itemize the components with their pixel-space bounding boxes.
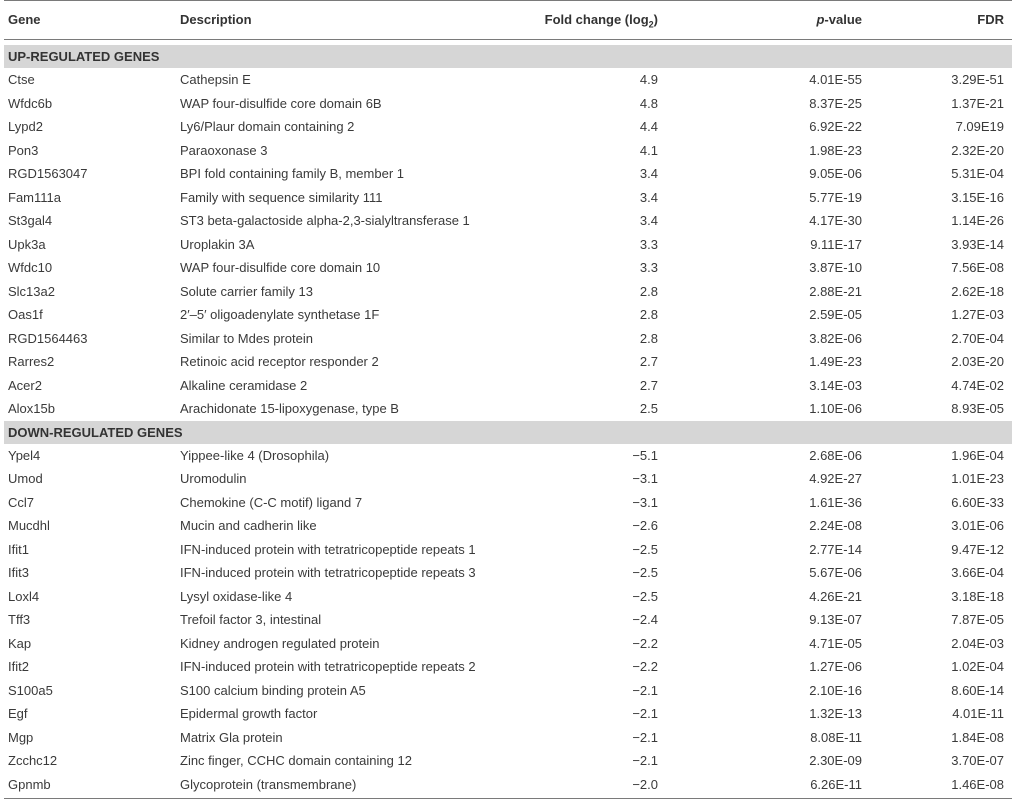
pvalue-cell: 2.77E-14 bbox=[809, 541, 862, 557]
description-cell: Kidney androgen regulated protein bbox=[180, 635, 380, 651]
gene-cell: Wfdc10 bbox=[8, 260, 53, 275]
description-cell: BPI fold containing family B, member 1 bbox=[180, 166, 404, 181]
header-description: Description bbox=[180, 12, 252, 27]
pvalue-cell: 4.17E-30 bbox=[809, 213, 862, 228]
fdr-cell: 2.62E-18 bbox=[951, 283, 1004, 299]
fdr-cell: 2.04E-03 bbox=[951, 635, 1004, 651]
table-row bbox=[0, 280, 1016, 304]
pvalue-cell: 1.10E-06 bbox=[809, 401, 862, 416]
pvalue-cell: 1.32E-13 bbox=[809, 706, 862, 721]
description-cell: IFN-induced protein with tetratricopeptide repeats 1 bbox=[180, 541, 476, 557]
table-row bbox=[0, 233, 1016, 257]
description-cell: Matrix Gla protein bbox=[180, 729, 283, 745]
description-cell: Chemokine (C-C motif) ligand 7 bbox=[180, 494, 363, 510]
fold-change-cell: −3.1 bbox=[632, 494, 658, 510]
pvalue-cell: 9.11E-17 bbox=[810, 236, 862, 252]
section-header: DOWN-REGULATED GENES bbox=[4, 421, 1012, 444]
header-fold-change bbox=[545, 1, 658, 39]
description-cell: ST3 beta-galactoside alpha-2,3-sialyltransferase 1 bbox=[180, 213, 470, 228]
fdr-cell: 3.29E-51 bbox=[951, 72, 1004, 87]
header-fold-change-sub: 2 bbox=[648, 19, 654, 30]
table-row bbox=[0, 702, 1016, 726]
table-row bbox=[0, 632, 1016, 656]
fold-change-cell: 4.4 bbox=[639, 119, 658, 134]
description-cell: Solute carrier family 13 bbox=[180, 283, 313, 299]
fdr-cell: 5.31E-04 bbox=[951, 166, 1004, 181]
fold-change-cell: −2.4 bbox=[632, 612, 658, 627]
table-row bbox=[0, 256, 1016, 280]
gene-cell: Ctse bbox=[8, 72, 35, 87]
description-cell: IFN-induced protein with tetratricopeptide repeats 3 bbox=[180, 565, 476, 580]
gene-cell: Rarres2 bbox=[8, 354, 55, 369]
description-cell: Paraoxonase 3 bbox=[180, 142, 268, 158]
fdr-cell: 3.70E-07 bbox=[951, 753, 1004, 768]
pvalue-cell: 3.14E-03 bbox=[809, 377, 862, 393]
fold-change-cell: 4.8 bbox=[639, 95, 658, 111]
gene-cell: Fam111a bbox=[8, 189, 61, 205]
description-cell: Family with sequence similarity 111 bbox=[180, 189, 383, 205]
pvalue-cell: 4.26E-21 bbox=[809, 588, 862, 604]
fold-change-cell: −2.1 bbox=[632, 706, 658, 721]
header-pvalue-rest: -value bbox=[824, 12, 862, 27]
gene-cell: RGD1563047 bbox=[8, 166, 88, 181]
gene-cell: S100a5 bbox=[8, 682, 53, 698]
pvalue-cell: 2.24E-08 bbox=[809, 518, 862, 533]
fdr-cell: 9.47E-12 bbox=[951, 541, 1004, 557]
description-cell: Arachidonate 15-lipoxygenase, type B bbox=[180, 401, 399, 416]
table-row bbox=[0, 209, 1016, 233]
gene-cell: Zcchc12 bbox=[8, 753, 58, 768]
fold-change-cell: −2.0 bbox=[632, 776, 658, 792]
fold-change-cell: −2.5 bbox=[632, 565, 658, 580]
gene-cell: Ypel4 bbox=[8, 447, 41, 463]
fdr-cell: 3.93E-14 bbox=[951, 236, 1004, 252]
description-cell: Ly6/Plaur domain containing 2 bbox=[180, 119, 355, 134]
description-cell: Epidermal growth factor bbox=[180, 706, 318, 721]
header-fold-change-close: ) bbox=[653, 12, 658, 27]
description-cell: Uroplakin 3A bbox=[180, 236, 255, 252]
table-row bbox=[0, 585, 1016, 609]
fdr-cell: 2.32E-20 bbox=[951, 142, 1004, 158]
fdr-cell: 3.18E-18 bbox=[951, 588, 1004, 604]
fold-change-cell: −2.2 bbox=[632, 635, 658, 651]
table-row bbox=[0, 350, 1016, 374]
pvalue-cell: 3.82E-06 bbox=[809, 330, 862, 346]
description-cell: Cathepsin E bbox=[180, 72, 251, 87]
table-row bbox=[0, 726, 1016, 750]
table-row bbox=[0, 303, 1016, 327]
fdr-cell: 1.37E-21 bbox=[951, 95, 1004, 111]
fdr-cell: 1.27E-03 bbox=[951, 307, 1004, 322]
gene-cell: Acer2 bbox=[8, 377, 42, 393]
fold-change-cell: 3.4 bbox=[639, 189, 658, 205]
fold-change-cell: −2.1 bbox=[632, 753, 658, 768]
gene-cell: Ifit1 bbox=[8, 541, 29, 557]
table-row bbox=[0, 749, 1016, 773]
description-cell: Uromodulin bbox=[180, 471, 247, 486]
pvalue-cell: 8.08E-11 bbox=[810, 729, 862, 745]
table-row bbox=[0, 162, 1016, 186]
description-cell: Retinoic acid receptor responder 2 bbox=[180, 354, 379, 369]
description-cell: Similar to Mdes protein bbox=[180, 330, 313, 346]
fold-change-cell: 2.8 bbox=[639, 330, 658, 346]
fold-change-cell: 2.5 bbox=[639, 401, 658, 416]
gene-cell: Oas1f bbox=[8, 307, 43, 322]
pvalue-cell: 9.05E-06 bbox=[809, 166, 862, 181]
fold-change-cell: −2.2 bbox=[632, 659, 658, 674]
pvalue-cell: 1.98E-23 bbox=[809, 142, 862, 158]
fold-change-cell: −5.1 bbox=[632, 447, 658, 463]
description-cell: Alkaline ceramidase 2 bbox=[180, 377, 308, 393]
description-cell: Lysyl oxidase-like 4 bbox=[180, 588, 293, 604]
fold-change-cell: 2.8 bbox=[639, 307, 658, 322]
table-row bbox=[0, 327, 1016, 351]
description-cell: Mucin and cadherin like bbox=[180, 518, 317, 533]
pvalue-cell: 4.92E-27 bbox=[809, 471, 862, 486]
pvalue-cell: 2.88E-21 bbox=[809, 283, 862, 299]
gene-cell: Pon3 bbox=[8, 142, 39, 158]
pvalue-cell: 1.49E-23 bbox=[809, 354, 862, 369]
description-cell: S100 calcium binding protein A5 bbox=[180, 682, 366, 698]
pvalue-cell: 5.77E-19 bbox=[809, 189, 862, 205]
gene-cell: Gpnmb bbox=[8, 776, 51, 792]
table-row bbox=[0, 679, 1016, 703]
fold-change-cell: 2.8 bbox=[639, 283, 658, 299]
fdr-cell: 3.15E-16 bbox=[951, 189, 1004, 205]
table-row bbox=[0, 397, 1016, 421]
pvalue-cell: 6.26E-11 bbox=[810, 776, 862, 792]
fold-change-cell: 3.3 bbox=[639, 260, 658, 275]
gene-cell: Mucdhl bbox=[8, 518, 50, 533]
pvalue-cell: 1.27E-06 bbox=[809, 659, 862, 674]
fold-change-cell: 3.3 bbox=[639, 236, 658, 252]
fdr-cell: 7.09E19 bbox=[955, 119, 1004, 134]
description-cell: IFN-induced protein with tetratricopeptide repeats 2 bbox=[180, 659, 476, 674]
table-row bbox=[0, 115, 1016, 139]
description-cell: Yippee-like 4 (Drosophila) bbox=[180, 447, 330, 463]
fold-change-cell: −3.1 bbox=[632, 471, 658, 486]
gene-cell: Mgp bbox=[8, 729, 34, 745]
gene-cell: Ccl7 bbox=[8, 494, 35, 510]
gene-cell: St3gal4 bbox=[8, 213, 53, 228]
header-pvalue bbox=[816, 1, 862, 39]
gene-cell: Kap bbox=[8, 635, 32, 651]
table-row bbox=[0, 139, 1016, 163]
table-row bbox=[0, 68, 1016, 92]
gene-cell: Egf bbox=[8, 706, 28, 721]
fold-change-cell: −2.5 bbox=[632, 541, 658, 557]
description-cell: Trefoil factor 3, intestinal bbox=[180, 612, 322, 627]
table-row bbox=[0, 374, 1016, 398]
pvalue-cell: 8.37E-25 bbox=[809, 95, 862, 111]
pvalue-cell: 2.30E-09 bbox=[809, 753, 862, 768]
section-header: UP-REGULATED GENES bbox=[4, 45, 1012, 68]
gene-cell: Umod bbox=[8, 471, 43, 486]
pvalue-cell: 5.67E-06 bbox=[809, 565, 862, 580]
pvalue-cell: 4.01E-55 bbox=[809, 72, 862, 87]
pvalue-cell: 2.59E-05 bbox=[809, 307, 862, 322]
gene-cell: Slc13a2 bbox=[8, 283, 55, 299]
gene-cell: RGD1564463 bbox=[8, 330, 88, 346]
pvalue-cell: 2.10E-16 bbox=[809, 682, 862, 698]
description-cell: WAP four-disulfide core domain 10 bbox=[180, 260, 381, 275]
table-row bbox=[0, 561, 1016, 585]
header-gene: Gene bbox=[8, 12, 41, 27]
pvalue-cell: 4.71E-05 bbox=[809, 635, 862, 651]
fold-change-cell: 4.9 bbox=[639, 72, 658, 87]
header-pvalue-p: p bbox=[816, 12, 825, 27]
table-row bbox=[0, 655, 1016, 679]
fdr-cell: 6.60E-33 bbox=[951, 494, 1004, 510]
pvalue-cell: 3.87E-10 bbox=[809, 260, 862, 275]
fold-change-cell: 2.7 bbox=[639, 377, 658, 393]
fdr-cell: 3.66E-04 bbox=[951, 565, 1004, 580]
fdr-cell: 1.14E-26 bbox=[951, 213, 1004, 228]
fdr-cell: 7.56E-08 bbox=[951, 260, 1004, 275]
table-row bbox=[0, 467, 1016, 491]
description-cell: Zinc finger, CCHC domain containing 12 bbox=[180, 753, 412, 768]
table-row bbox=[0, 444, 1016, 468]
header-fdr: FDR bbox=[977, 12, 1004, 27]
fdr-cell: 2.03E-20 bbox=[951, 354, 1004, 369]
fdr-cell: 1.01E-23 bbox=[951, 471, 1004, 486]
table-row bbox=[0, 608, 1016, 632]
fdr-cell: 8.60E-14 bbox=[951, 682, 1004, 698]
bottom-rule bbox=[4, 798, 1012, 799]
fdr-cell: 2.70E-04 bbox=[951, 330, 1004, 346]
fdr-cell: 1.46E-08 bbox=[951, 776, 1004, 792]
fdr-cell: 4.01E-11 bbox=[952, 706, 1004, 721]
pvalue-cell: 6.92E-22 bbox=[809, 119, 862, 134]
table-body bbox=[0, 45, 1016, 796]
fold-change-cell: −2.1 bbox=[632, 729, 658, 745]
description-cell: WAP four-disulfide core domain 6B bbox=[180, 95, 382, 111]
table-row bbox=[0, 92, 1016, 116]
table-row bbox=[0, 514, 1016, 538]
gene-cell: Tff3 bbox=[8, 612, 31, 627]
table-row bbox=[0, 186, 1016, 210]
gene-cell: Lypd2 bbox=[8, 119, 43, 134]
table-row bbox=[0, 491, 1016, 515]
fdr-cell: 4.74E-02 bbox=[951, 377, 1004, 393]
table-row bbox=[0, 538, 1016, 562]
fdr-cell: 3.01E-06 bbox=[951, 518, 1004, 533]
gene-cell: Wfdc6b bbox=[8, 95, 53, 111]
pvalue-cell: 9.13E-07 bbox=[809, 612, 862, 627]
pvalue-cell: 2.68E-06 bbox=[809, 447, 862, 463]
fold-change-cell: 2.7 bbox=[639, 354, 658, 369]
fold-change-cell: 3.4 bbox=[639, 213, 658, 228]
pvalue-cell: 1.61E-36 bbox=[809, 494, 862, 510]
gene-cell: Upk3a bbox=[8, 236, 46, 252]
table-header-row bbox=[0, 1, 1016, 39]
description-cell: Glycoprotein (transmembrane) bbox=[180, 776, 357, 792]
header-fold-change-text: Fold change (log bbox=[544, 12, 649, 27]
fold-change-cell: −2.6 bbox=[632, 518, 658, 533]
fold-change-cell: 4.1 bbox=[639, 142, 658, 158]
header-rule bbox=[4, 39, 1012, 40]
fdr-cell: 8.93E-05 bbox=[951, 401, 1004, 416]
fold-change-cell: −2.5 bbox=[632, 588, 658, 604]
fdr-cell: 7.87E-05 bbox=[951, 612, 1004, 627]
gene-cell: Ifit2 bbox=[8, 659, 29, 674]
fold-change-cell: −2.1 bbox=[632, 682, 658, 698]
gene-cell: Alox15b bbox=[8, 401, 55, 416]
fdr-cell: 1.02E-04 bbox=[951, 659, 1004, 674]
gene-cell: Loxl4 bbox=[8, 588, 40, 604]
gene-cell: Ifit3 bbox=[8, 565, 29, 580]
table-row bbox=[0, 773, 1016, 797]
fold-change-cell: 3.4 bbox=[639, 166, 658, 181]
description-cell: 2′–5′ oligoadenylate synthetase 1F bbox=[180, 307, 380, 322]
fdr-cell: 1.84E-08 bbox=[951, 729, 1004, 745]
fdr-cell: 1.96E-04 bbox=[951, 447, 1004, 463]
